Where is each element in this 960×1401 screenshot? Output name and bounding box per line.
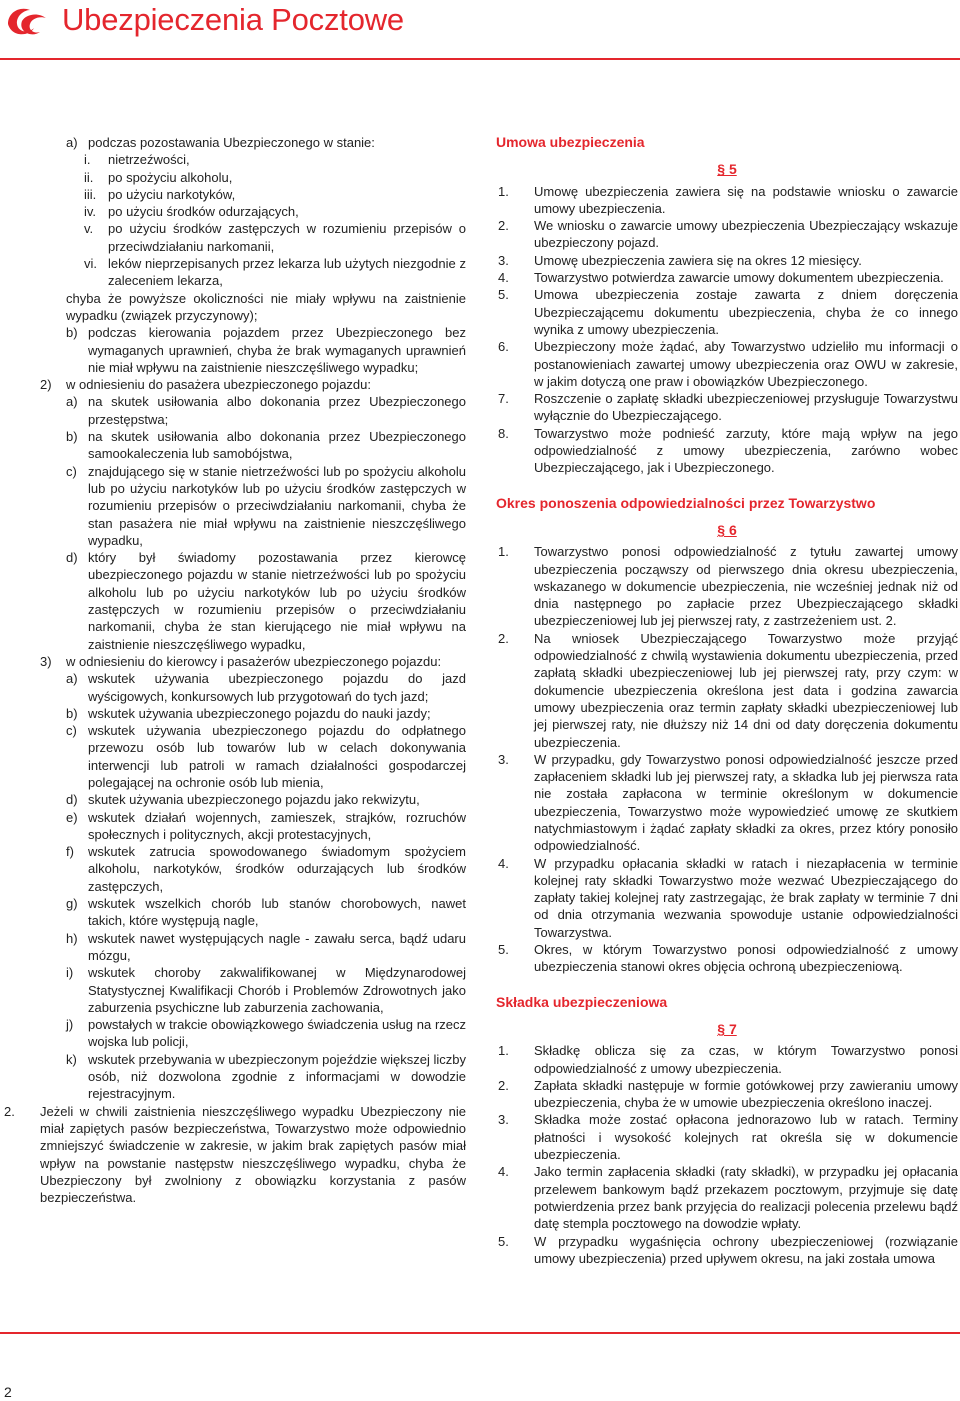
list-number: j) (66, 1017, 74, 1033)
list-item (0, 169, 466, 186)
list-item (0, 549, 466, 653)
list-text: wskutek choroby zakwalifikowanej w Międzynarodowej Statystycznej Kwalifikacji Chorób i Problemów Zdrowotnych jako zaburzenia psychiczne lub zaburzenia zachowania, (88, 965, 466, 1015)
list-number: i) (66, 965, 74, 981)
list-text: nietrzeźwości, (108, 152, 190, 168)
list-number: 5. (498, 942, 509, 958)
list-item (0, 930, 466, 965)
list-text: po użyciu narkotyków, (108, 186, 236, 202)
list-text: skutek używania ubezpieczonego pojazdu jako rekwizytu, (88, 792, 420, 808)
list-item (496, 1042, 958, 1077)
list-number: g) (66, 896, 78, 912)
list-item (496, 390, 958, 425)
right-column (496, 134, 958, 1267)
list-text: wskutek używania ubezpieczonego pojazdu do nauki jazdy; (88, 705, 431, 721)
list-item (496, 217, 958, 252)
s7-list (496, 1042, 958, 1267)
list-item (0, 895, 466, 930)
list-number: 7. (498, 391, 509, 407)
s6-list (496, 543, 958, 975)
list-number: iii. (84, 186, 97, 202)
list-number: 6. (498, 339, 509, 355)
list-number: 3. (498, 1112, 509, 1128)
list-number: 3. (498, 252, 509, 268)
list-text: Towarzystwo może podnieść zarzuty, które mają wpływ na jego odpowiedzialność z umowy ubezpieczenia, zarówno wobec Ubezpieczającego, jak i Ubezpieczonego. (534, 425, 958, 476)
list-number: v. (84, 221, 94, 237)
list-number: 5. (498, 1233, 509, 1249)
roman-list (0, 151, 466, 289)
paragraph-sign: § 6 (717, 521, 737, 538)
list-item (496, 269, 958, 286)
list-number: 1. (498, 1043, 509, 1059)
list-number: e) (66, 809, 78, 825)
header-rule (0, 58, 960, 60)
list-number: h) (66, 930, 78, 946)
causal-clause: chyba że powyższe okoliczności nie miały wpływu na zaistnienie wypadku (związek przyczynowy); (66, 290, 466, 323)
list-text: We wniosku o zawarcie umowy ubezpieczenia Ubezpieczający wskazuje ubezpieczony pojazd. (534, 218, 958, 251)
list-number: 4. (498, 270, 509, 286)
page-number: 2 (4, 1384, 12, 1400)
list-number: 3. (498, 751, 509, 767)
list-number: 4. (498, 1164, 509, 1180)
list-text: wskutek przebywania w ubezpieczonym pojeździe większej liczby osób, niż dozwolona zgodnie z informacjami w dowodzie rejestracyjnym. (88, 1051, 466, 1102)
list-text: po użyciu środków zastępczych w rozumieniu przepisów o przeciwdziałaniu narkomanii, (108, 221, 466, 254)
list-item (496, 1163, 958, 1232)
list-item (496, 338, 958, 390)
list-number: vi. (84, 256, 97, 272)
paragraph-sign: § 7 (717, 1020, 737, 1037)
list-number: d) (66, 550, 78, 566)
list-text: powstałych w trakcie obowiązkowego świadczenia usług na rzecz wojska lub policji, (88, 1017, 466, 1050)
list-item (0, 151, 466, 168)
list-text: wskutek wszelkich chorób lub stanów chorobowych, nawet takich, które występują nagle, (88, 896, 466, 929)
list-text: Składka może zostać opłacona jednorazowo lub w ratach. Terminy płatności i wysokość kolejnych rat określa się w dokumencie ubezpieczenia. (534, 1112, 958, 1163)
page-header (0, 0, 960, 60)
list-item (0, 428, 466, 463)
list-item (496, 630, 958, 751)
list-number: k) (66, 1051, 77, 1067)
list-item: 2) w odniesieniu do pasażera ubezpieczonego pojazdu: (40, 377, 371, 393)
list-item (0, 186, 466, 203)
section-heading: Okres ponoszenia odpowiedzialności przez Towarzystwo (496, 494, 876, 511)
list-item (496, 286, 958, 338)
list-number: 5. (498, 287, 509, 303)
list-item (496, 751, 958, 855)
list-item (0, 791, 466, 808)
list-item (496, 543, 958, 629)
list-number: 2. (498, 1077, 509, 1093)
list-text: Zapłata składki następuje w formie gotówkowej przy zawieraniu umowy ubezpieczenia, chyba że w umowie ubezpieczenia określono inaczej. (534, 1077, 958, 1111)
list-item: b) podczas kierowania pojazdem przez Ubezpieczonego bez wymaganych uprawnień, chyba że brak wymaganych uprawnień nie miał wpływu na zaistnienie nieszczęśliwego wypadku; (66, 325, 466, 375)
list-text: po użyciu środków odurzających, (108, 204, 299, 220)
list-text: znajdującego się w stanie nietrzeźwości lub po spożyciu alkoholu lub po użyciu narkotyków lub po użyciu środków zastępczych w rozumieniu przepisów o przeciwdziałaniu narkomanii, chyba że stan pasażera nie miał wpływu na zaistnienie nieszczęśliwego wypadku, (88, 463, 466, 548)
list-text: W przypadku wygaśnięcia ochrony ubezpieczeniowej (rozwiązanie umowy ubezpieczenia) przed upływem okresu, na jaki została umowa (534, 1233, 958, 1266)
list-item (496, 252, 958, 269)
s5-list (496, 183, 958, 477)
list-item (496, 425, 958, 477)
list-text: wskutek nawet występujących nagle - zawału serca, bądź udaru mózgu, (88, 930, 466, 963)
list-text: Umowa ubezpieczenia zostaje zawarta z dniem doręczenia Ubezpieczającemu dokumentu ubezpieczenia, chyba że co innego wynika z umowy ubezpieczenia. (534, 287, 958, 337)
list-number: a) (66, 394, 78, 410)
section-heading: Składka ubezpieczeniowa (496, 993, 668, 1010)
list-number: ii. (84, 169, 94, 185)
list-text: wskutek zatrucia spowodowanego świadomym spożyciem alkoholu, narkotyków, środków odurzających lub środków zastępczych, (88, 844, 466, 894)
list-number: 2. (498, 630, 509, 646)
list-number: iv. (84, 204, 97, 220)
list-text: Roszczenie o zapłatę składki ubezpieczeniowej przysługuje Towarzystwu wyłącznie do Ubezpieczającego. (534, 391, 958, 424)
list-item (0, 255, 466, 290)
list-item (0, 722, 466, 791)
list-text: Ubezpieczony może żądać, aby Towarzystwo udzieliło mu informacji o postanowieniach zawartej umowy ubezpieczenia oraz OWU w zakresie, w jakim dotyczą one praw i obowiązków Ubezpieczonego. (534, 339, 958, 389)
paragraph-sign: § 5 (717, 161, 737, 178)
list-item (496, 941, 958, 976)
list-number: 1. (498, 183, 509, 199)
brand-name: Ubezpieczenia Pocztowe (62, 2, 404, 37)
list-item (0, 670, 466, 705)
list-number: f) (66, 844, 74, 860)
list-item (0, 203, 466, 220)
list-text: po spożyciu alkoholu, (108, 169, 233, 185)
list-item (496, 855, 958, 941)
list-text: wskutek działań wojennych, zamieszek, strajków, rozruchów społecznych i politycznych, akcji protestacyjnych, (88, 809, 466, 842)
list-item: 2. Jeżeli w chwili zaistnienia nieszczęśliwego wypadku Ubezpieczony nie miał zapiętych pasów bezpieczeństwa, Towarzystwo może odpowiednio zmniejszyć świadczenie w zakresie, w jakim brak zapiętych pasów miał wpływ na powstanie następstw nieszczęśliwego wypadku, chyba że Ubezpieczony był zwolniony z obowiązku korzystania z pasów bezpieczeństwa. (4, 1103, 466, 1206)
driver-list (0, 670, 466, 1102)
list-number: c) (66, 463, 77, 479)
list-item (496, 1111, 958, 1163)
list-text: Na wniosek Ubezpieczającego Towarzystwo może przyjąć odpowiedzialność z chwilą wystawienia dokumentu ubezpieczenia, przed zapłatą składki ubezpieczeniowej lub jej pierwszej raty, przy czym: w dokumencie ubezpieczenia określona jest data i godzina zawarcia umowy ubezpieczenia oraz termin zapłaty składki ubezpieczeniowej lub jej pierwszej raty, nie dłuższy niż 14 dni od daty doręczenia dokumentu ubezpieczenia. (534, 630, 958, 750)
list-number: d) (66, 792, 78, 808)
list-item (0, 220, 466, 255)
list-text: Towarzystwo ponosi odpowiedzialność z tytułu zawartej umowy ubezpieczenia począwszy od pierwszego dnia okresu ubezpieczenia, wskazanego w dokumencie ubezpieczenia, nie wcześniej jednak niż od dnia następnego po zapłacie przez Ubezpieczającego składki ubezpieczeniowej lub jej pierwszej raty, z zastrzeżeniem ust. 2. (534, 544, 958, 629)
list-item (0, 809, 466, 844)
list-item (0, 1051, 466, 1103)
list-item: 3) w odniesieniu do kierowcy i pasażerów ubezpieczonego pojazdu: (40, 653, 442, 669)
list-text: Składkę oblicza się za czas, w którym Towarzystwo ponosi odpowiedzialność z umowy ubezpieczenia. (534, 1043, 958, 1076)
list-text: który był świadomy pozostawania przez kierowcę ubezpieczonego pojazdu w stanie nietrzeźwości lub po spożyciu alkoholu lub po użyciu narkotyków lub po użyciu środków zastępczych w rozumieniu przepisów o przeciwdziałaniu narkomanii, chyba że stan kierującego nie miał wpływu na zaistnienie nieszczęśliwego wypadku, (88, 550, 466, 652)
list-number: i. (84, 152, 91, 168)
list-item (496, 1077, 958, 1112)
list-item (496, 183, 958, 218)
list-text: Towarzystwo potwierdza zawarcie umowy dokumentem ubezpieczenia. (534, 270, 944, 286)
list-text: na skutek usiłowania albo dokonania przez Ubezpieczonego przestępstwa; (88, 394, 466, 427)
list-text: wskutek używania ubezpieczonego pojazdu do odpłatnego przewozu osób lub towarów lub w celach dokonywania interwencji lub patroli w ramach działalności gospodarczej polegającej na ochronie osób lub mienia, (88, 723, 466, 790)
section-heading: Umowa ubezpieczenia (496, 134, 645, 150)
list-item (0, 393, 466, 428)
list-text: W przypadku, gdy Towarzystwo ponosi odpowiedzialność jeszcze przed zapłaceniem składki lub jej pierwszej raty, a składka lub jej pierwsza rata nie została zapłacona w terminie określonym w dokumencie ubezpieczenia, Towarzystwo może wypowiedzieć umowę ze skutkiem natychmiastowym i żądać zapłaty składki za okres, przez który ponosiło odpowiedzialność. (534, 751, 958, 854)
list-text: leków nieprzepisanych przez lekarza lub użytych niezgodnie z zaleceniem lekarza, (108, 256, 466, 289)
left-column (0, 134, 466, 1206)
list-text: W przypadku opłacania składki w ratach i niezapłacenia w terminie kolejnej raty składki Towarzystwo może wezwać Ubezpieczającego do zapłaty takiej kolejnej raty zastrzegając, że brak zapłaty w terminie 7 dni od dnia otrzymania wezwania spowoduje ustanie odpowiedzialności Towarzystwa. (534, 855, 958, 940)
list-text: na skutek usiłowania albo dokonania przez Ubezpieczonego samookaleczenia lub samobójstwa, (88, 429, 466, 462)
list-item: a) podczas pozostawania Ubezpieczonego w stanie: (66, 135, 375, 150)
list-item (496, 1233, 958, 1268)
post-logo-icon (4, 4, 50, 42)
list-number: 1. (498, 544, 509, 560)
list-item (0, 843, 466, 895)
list-number: b) (66, 429, 78, 445)
list-number: 4. (498, 855, 509, 871)
list-number: a) (66, 671, 78, 687)
list-text: Okres, w którym Towarzystwo ponosi odpowiedzialność z umowy ubezpieczenia stanowi okres objęcia ochroną ubezpieczeniową. (534, 942, 958, 975)
list-item (0, 964, 466, 1016)
footer-rule (0, 1332, 960, 1334)
list-text: Umowę ubezpieczenia zawiera się na podstawie wniosku o zawarcie umowy ubezpieczenia. (534, 183, 958, 216)
list-number: b) (66, 705, 78, 721)
list-text: Umowę ubezpieczenia zawiera się na okres 12 miesięcy. (534, 252, 862, 268)
list-number: c) (66, 723, 77, 739)
list-item (0, 1016, 466, 1051)
list-item (0, 705, 466, 722)
list-number: 2. (498, 218, 509, 234)
list-text: wskutek używania ubezpieczonego pojazdu do jazd wyścigowych, konkursowych lub przygotowań do tych jazd; (88, 671, 466, 704)
list-number: 8. (498, 425, 509, 441)
passenger-list (0, 393, 466, 652)
list-item (0, 463, 466, 549)
list-text: Jako termin zapłacenia składki (raty składki), w przypadku jej opłacania przelewem bankowym bądź przekazem pocztowym, przyjmuje się datę potwierdzenia przez bank przyjęcia do realizacji polecenia przelewu bądź datę stempla pocztowego na dowodzie wpłaty. (534, 1164, 958, 1232)
